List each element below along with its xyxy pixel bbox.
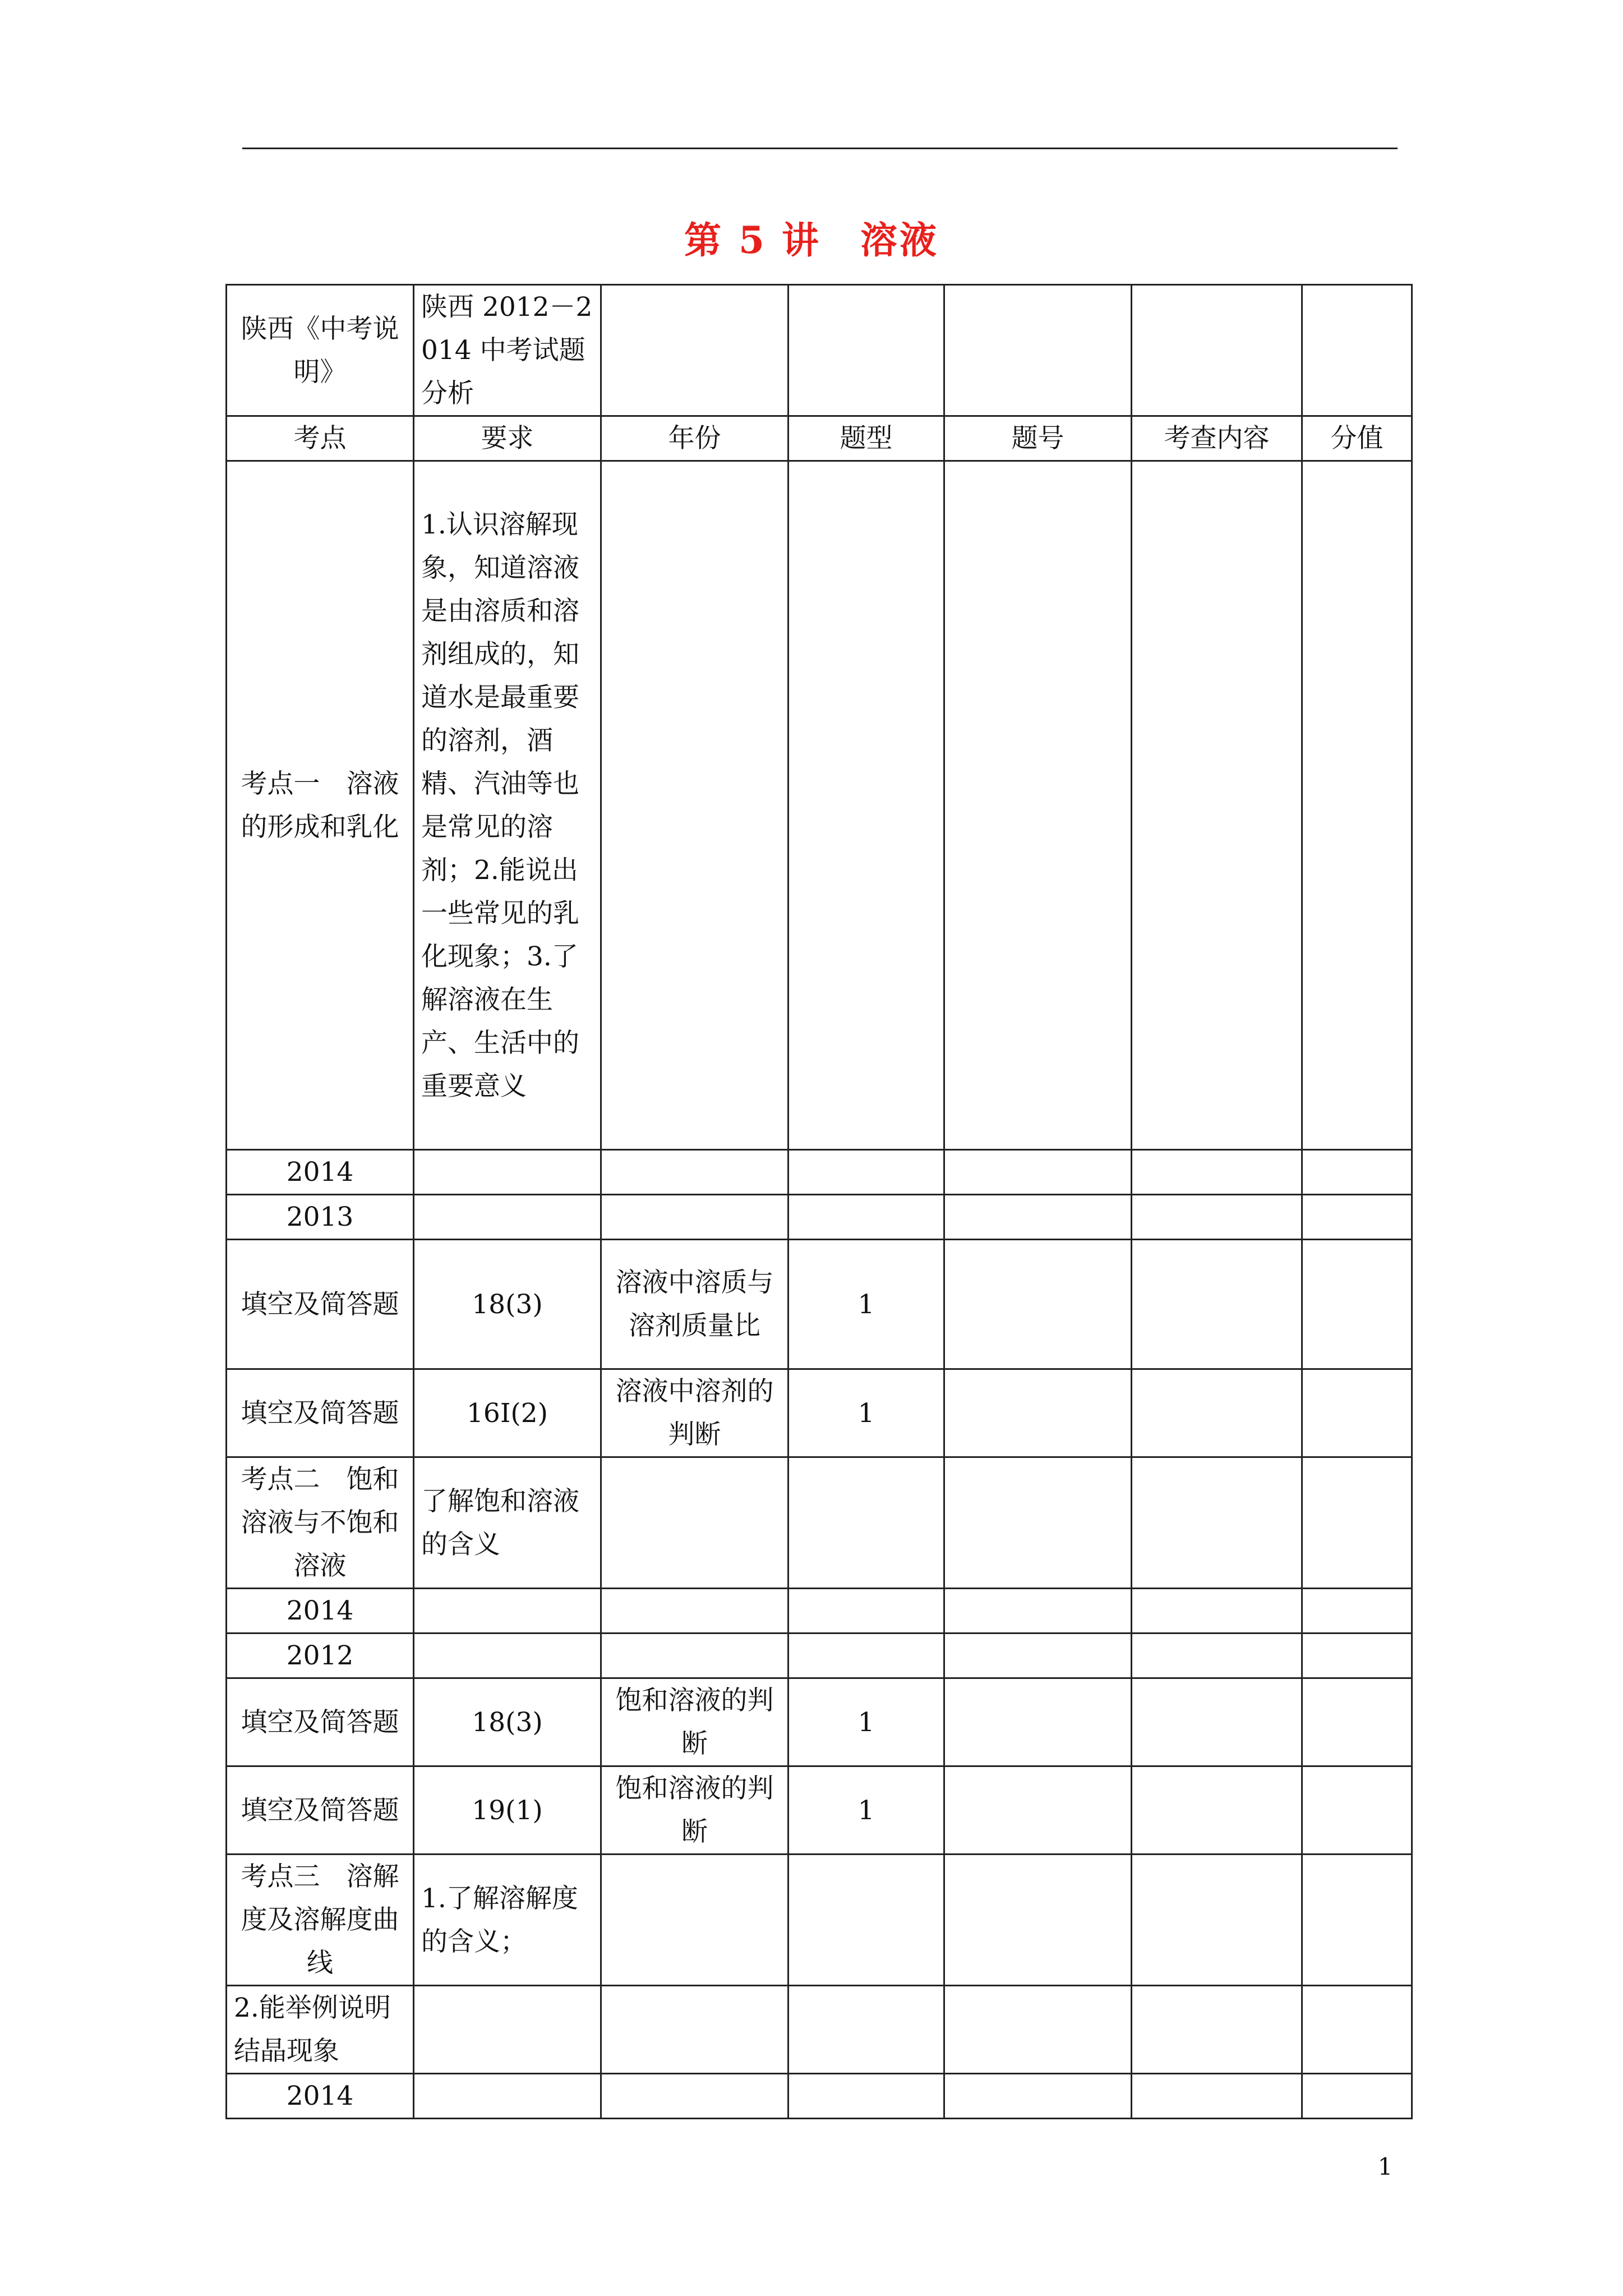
table-cell (789, 1634, 944, 1678)
table-row (227, 2074, 1412, 2119)
table-cell: 了解饱和溶液的含义 (414, 1457, 601, 1589)
header-rule (242, 148, 1398, 149)
table-cell (601, 1634, 789, 1678)
page-number: 1 (1377, 2153, 1393, 2180)
intro-cell (601, 285, 789, 416)
table-cell: 18(3) (414, 1240, 601, 1369)
table-row (227, 1634, 1412, 1678)
table-cell (1132, 1457, 1302, 1589)
column-header: 题号 (944, 416, 1132, 461)
table-cell (414, 1634, 601, 1678)
table-cell (601, 2074, 789, 2119)
table-cell (1132, 1678, 1302, 1766)
table-row (227, 1195, 1412, 1240)
table-cell: 填空及简答题 (227, 1369, 414, 1457)
table-cell: 填空及简答题 (227, 1240, 414, 1369)
table-cell: 18(3) (414, 1678, 601, 1766)
table-cell (944, 1986, 1132, 2074)
table-cell (601, 1150, 789, 1195)
table-cell (601, 1457, 789, 1589)
table-row (227, 1369, 1412, 1457)
table-cell (1302, 2074, 1412, 2119)
table-cell (789, 1855, 944, 1986)
table-cell: 填空及简答题 (227, 1678, 414, 1766)
column-header: 考点 (227, 416, 414, 461)
table-cell (1302, 1369, 1412, 1457)
table-cell (1132, 1986, 1302, 2074)
table-cell (1302, 1634, 1412, 1678)
table-row (227, 1589, 1412, 1634)
table-cell (789, 461, 944, 1150)
table-cell: 1.了解溶解度的含义； (414, 1855, 601, 1986)
table-row (227, 1678, 1412, 1766)
table-cell: 16Ⅰ(2) (414, 1369, 601, 1457)
table-cell (944, 1634, 1132, 1678)
table-cell (1302, 1240, 1412, 1369)
table-cell (1132, 1240, 1302, 1369)
table-cell (944, 1150, 1132, 1195)
intro-cell (1132, 285, 1302, 416)
table-cell (1302, 1195, 1412, 1240)
table-row (227, 1150, 1412, 1195)
table-cell: 考点一 溶液的形成和乳化 (227, 461, 414, 1150)
intro-cell (789, 285, 944, 416)
table-cell: 19(1) (414, 1766, 601, 1855)
table-cell: 饱和溶液的判断 (601, 1678, 789, 1766)
table-cell: 1 (789, 1678, 944, 1766)
table-row (227, 461, 1412, 1150)
table-cell: 2012 (227, 1634, 414, 1678)
table-cell (789, 2074, 944, 2119)
table-cell (414, 1150, 601, 1195)
exam-analysis-table (225, 284, 1413, 2119)
intro-cell: 陕西 2012－2014 中考试题分析 (414, 285, 601, 416)
table-cell: 溶液中溶质与溶剂质量比 (601, 1240, 789, 1369)
table-cell (414, 1589, 601, 1634)
table-cell (601, 1986, 789, 2074)
table-cell (1132, 1195, 1302, 1240)
table-cell (944, 461, 1132, 1150)
table-cell (601, 1855, 789, 1986)
table-cell (944, 1369, 1132, 1457)
table-cell (789, 1589, 944, 1634)
table-cell (789, 1457, 944, 1589)
table-cell (1302, 1678, 1412, 1766)
column-header: 年份 (601, 416, 789, 461)
table-cell: 考点二 饱和溶液与不饱和溶液 (227, 1457, 414, 1589)
table-header-row (227, 416, 1412, 461)
table-cell (944, 1766, 1132, 1855)
table-cell (789, 1195, 944, 1240)
table-cell (944, 1195, 1132, 1240)
table-cell (1132, 1855, 1302, 1986)
table-cell: 2013 (227, 1195, 414, 1240)
table-cell (1132, 2074, 1302, 2119)
column-header: 分值 (1302, 416, 1412, 461)
table-intro-row (227, 285, 1412, 416)
table-row (227, 1766, 1412, 1855)
column-header: 题型 (789, 416, 944, 461)
table-cell (1302, 1457, 1412, 1589)
table-row (227, 1457, 1412, 1589)
table-cell (1302, 1855, 1412, 1986)
table-cell (944, 1589, 1132, 1634)
table-cell (1302, 1986, 1412, 2074)
table-cell (944, 2074, 1132, 2119)
table-cell: 2014 (227, 1589, 414, 1634)
table-cell (414, 1195, 601, 1240)
table-cell: 2.能举例说明结晶现象 (227, 1986, 414, 2074)
table-cell (944, 1678, 1132, 1766)
table-cell (789, 1150, 944, 1195)
table-cell: 2014 (227, 2074, 414, 2119)
table-cell (1132, 1150, 1302, 1195)
table-cell (1302, 1766, 1412, 1855)
page-title: 第 5 讲 溶液 (684, 218, 939, 262)
table-cell: 1.认识溶解现象，知道溶液是由溶质和溶剂组成的，知道水是最重要的溶剂，酒精、汽油等也是常见的溶剂；2.能说出一些常见的乳化现象；3.了解溶液在生产、生活中的重要意义 (414, 461, 601, 1150)
table-cell: 填空及简答题 (227, 1766, 414, 1855)
table-cell (944, 1240, 1132, 1369)
intro-cell (1302, 285, 1412, 416)
column-header: 要求 (414, 416, 601, 461)
table-cell (1132, 1634, 1302, 1678)
table-cell: 1 (789, 1766, 944, 1855)
table-row (227, 1986, 1412, 2074)
table-cell: 溶液中溶剂的判断 (601, 1369, 789, 1457)
table-cell: 1 (789, 1369, 944, 1457)
table-cell (1302, 461, 1412, 1150)
table-cell (1132, 1369, 1302, 1457)
table-cell (1132, 1766, 1302, 1855)
table-cell: 饱和溶液的判断 (601, 1766, 789, 1855)
table-cell (414, 2074, 601, 2119)
table-cell (601, 1195, 789, 1240)
table-cell (414, 1986, 601, 2074)
table-cell (789, 1986, 944, 2074)
table-cell: 2014 (227, 1150, 414, 1195)
table-cell: 1 (789, 1240, 944, 1369)
table-cell (1132, 1589, 1302, 1634)
table-cell (1302, 1150, 1412, 1195)
column-header: 考查内容 (1132, 416, 1302, 461)
intro-cell: 陕西《中考说明》 (227, 285, 414, 416)
table-cell (944, 1457, 1132, 1589)
table-cell: 考点三 溶解度及溶解度曲线 (227, 1855, 414, 1986)
table-cell (1132, 461, 1302, 1150)
table-row (227, 1240, 1412, 1369)
table-cell (1302, 1589, 1412, 1634)
intro-cell (944, 285, 1132, 416)
table-cell (944, 1855, 1132, 1986)
table-cell (601, 1589, 789, 1634)
table-cell (601, 461, 789, 1150)
table-row (227, 1855, 1412, 1986)
